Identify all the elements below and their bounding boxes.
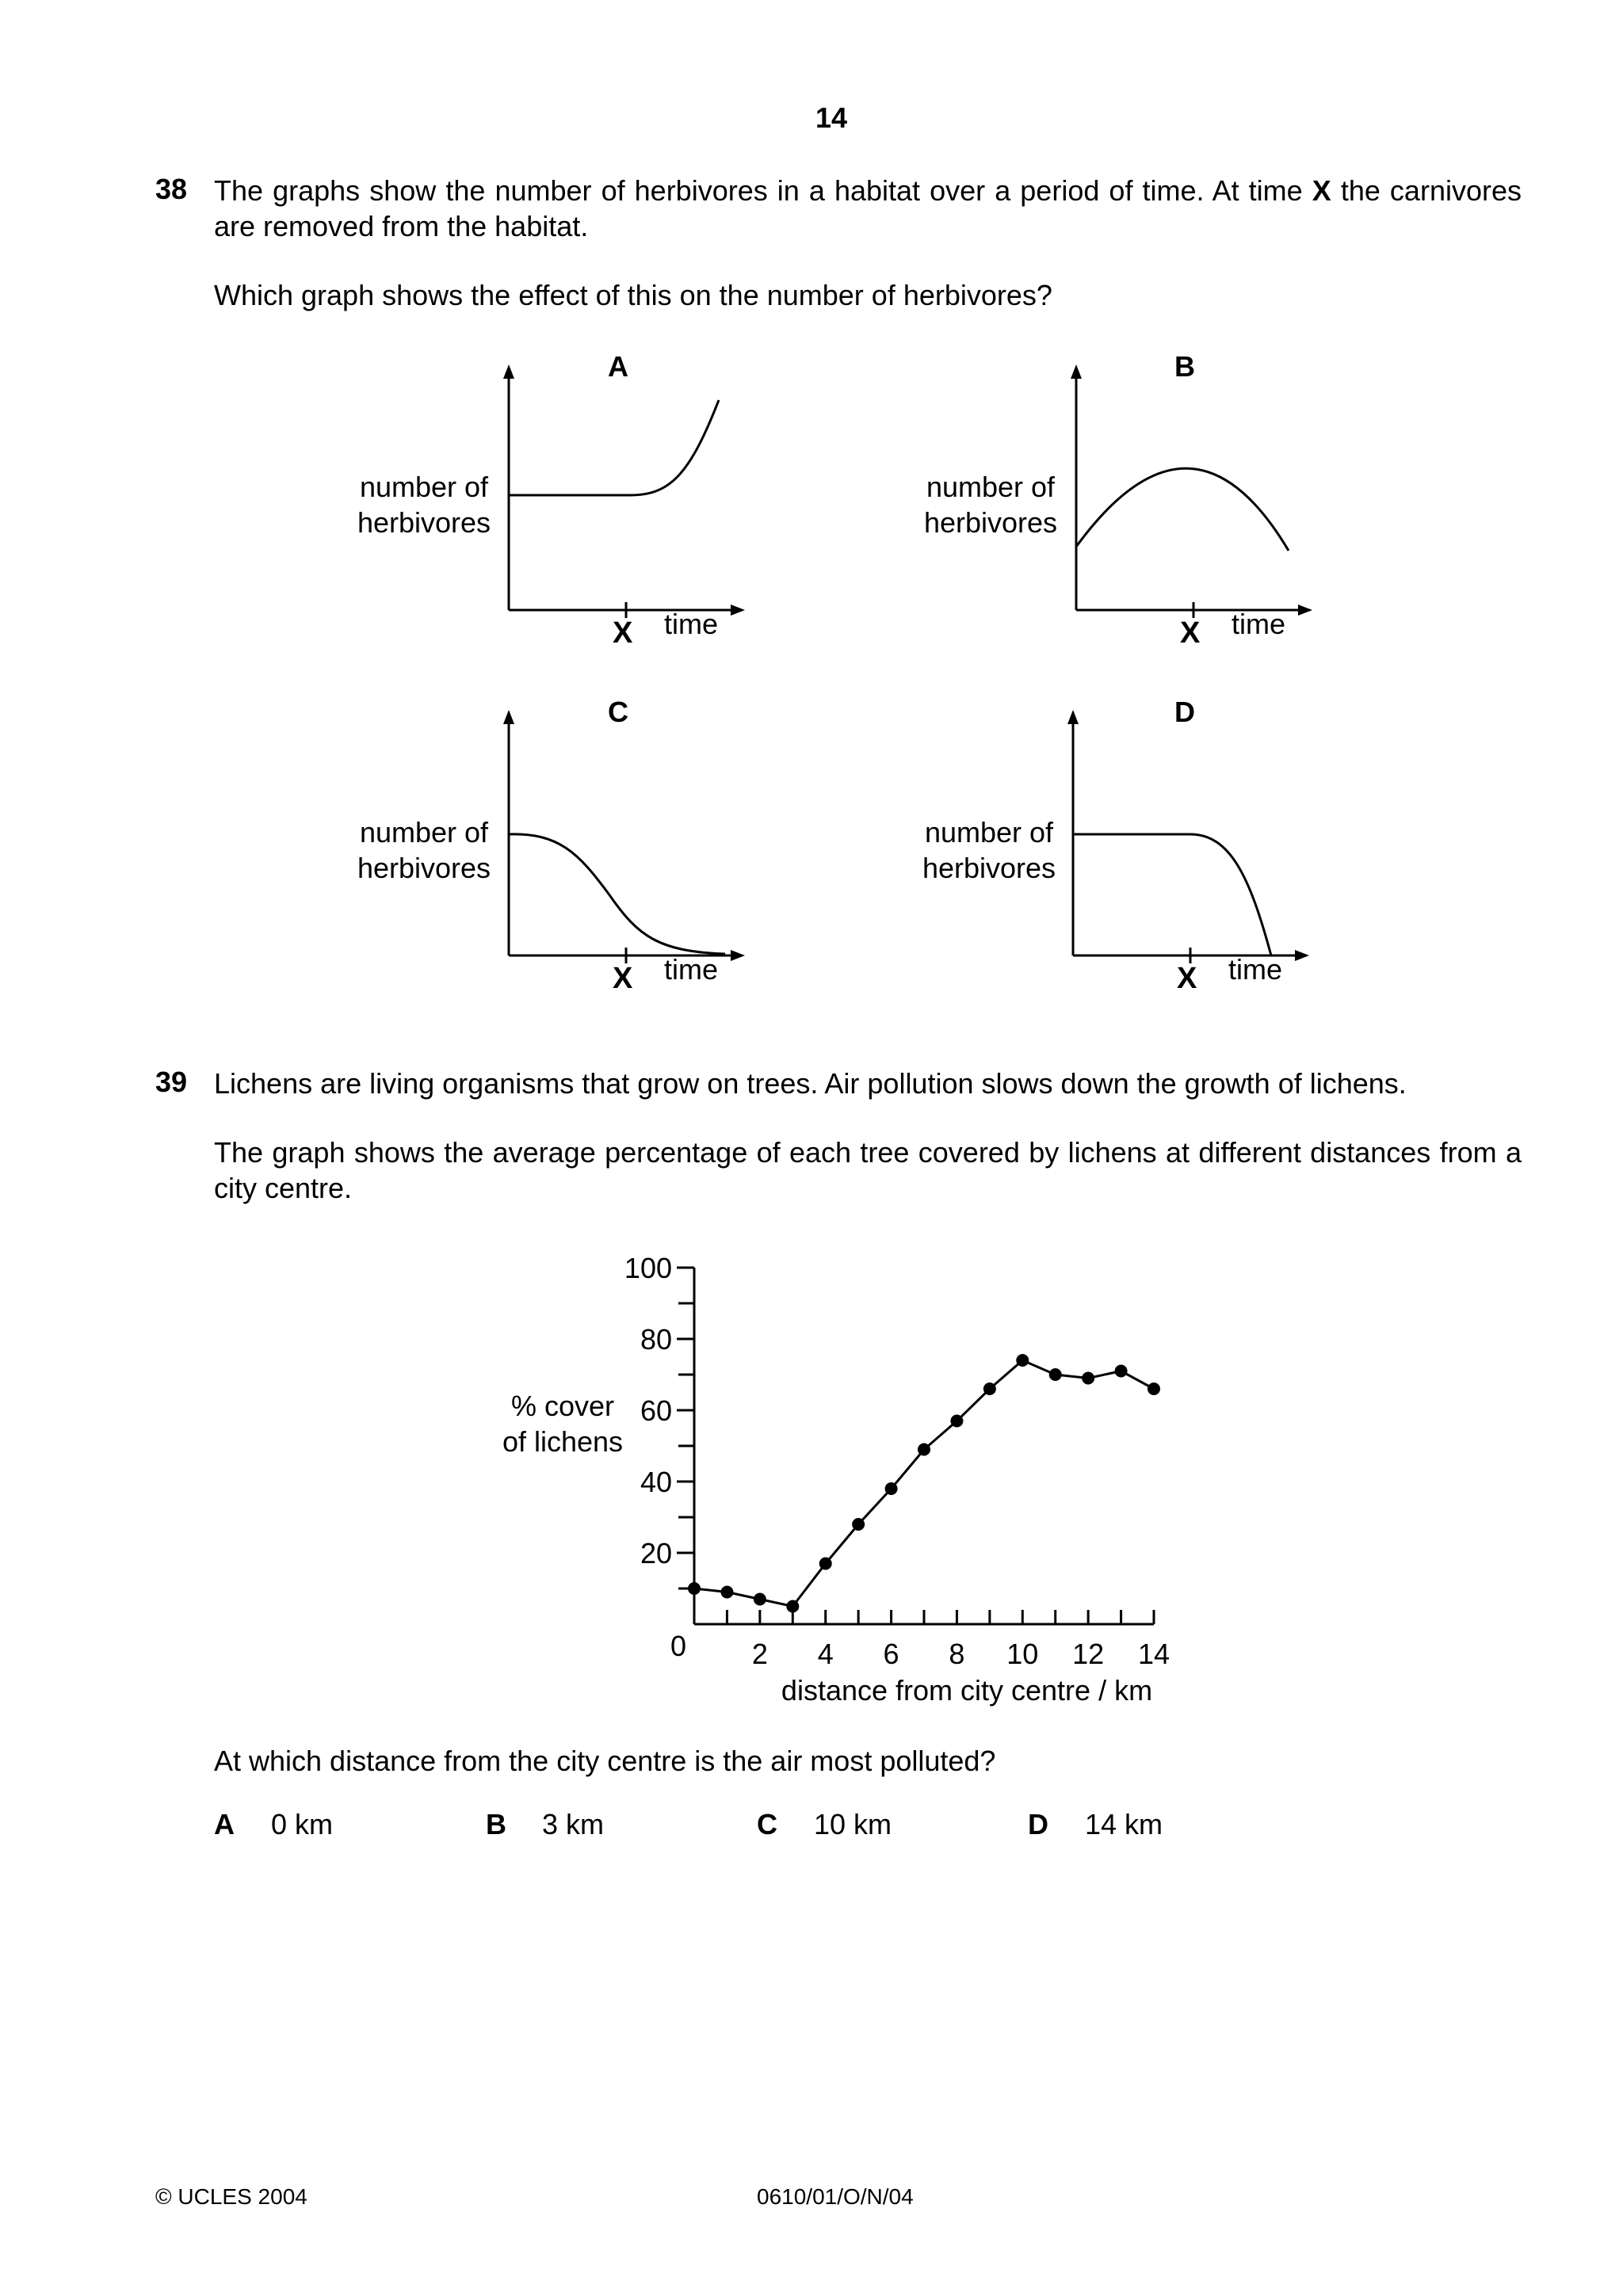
- chart-y-tick-label-100: 100: [624, 1252, 672, 1284]
- option-d-text: 14 km: [1085, 1808, 1163, 1840]
- chart-ylabel-line2: of lichens: [502, 1425, 624, 1458]
- graph-c-ylabel-line1: number of: [359, 816, 489, 849]
- graph-b-ylabel-line1: number of: [926, 471, 1056, 503]
- chart-x-tick-label-4: 4: [817, 1638, 834, 1670]
- chart-x-tick-label-10: 10: [1006, 1638, 1039, 1670]
- chart-point-8km: [950, 1415, 963, 1428]
- graph-a-letter: A: [608, 350, 628, 383]
- graph-d-xmark: X: [1177, 962, 1197, 995]
- chart-point-1km: [720, 1586, 733, 1599]
- chart-point-0km: [688, 1582, 701, 1595]
- option-a-letter: A: [214, 1808, 235, 1840]
- chart-point-11km: [1049, 1368, 1062, 1381]
- question-39-prompt: At which distance from the city centre is the air most polluted?: [214, 1745, 996, 1777]
- chart-y-tick-label-60: 60: [640, 1394, 672, 1427]
- chart-point-3km: [786, 1600, 799, 1613]
- graph-a-ylabel-line2: herbivores: [357, 506, 491, 539]
- graph-a-ylabel-line1: number of: [359, 471, 489, 503]
- chart-point-9km: [983, 1383, 996, 1395]
- chart-ylabel-line1: % cover: [510, 1390, 615, 1422]
- chart-point-10km: [1016, 1354, 1029, 1367]
- footer-code: 0610/01/O/N/04: [757, 2184, 914, 2209]
- question-38-text-part2: the carnivores are removed from the habitat.: [214, 174, 1522, 242]
- chart-y-tick-label-80: 80: [640, 1323, 672, 1356]
- graph-d-xlabel: time: [1228, 953, 1283, 986]
- question-38-text-bold: X: [1312, 174, 1331, 207]
- chart-series-line: [694, 1360, 1154, 1607]
- graph-b-letter: B: [1174, 350, 1195, 383]
- chart-point-4km: [819, 1558, 832, 1570]
- graph-c-ylabel-line2: herbivores: [357, 852, 491, 884]
- chart-points: [688, 1354, 1160, 1613]
- chart-point-14km: [1148, 1383, 1160, 1395]
- option-a-text: 0 km: [271, 1808, 334, 1840]
- chart-x-tick-label-6: 6: [883, 1638, 899, 1670]
- option-c-letter: C: [757, 1808, 777, 1840]
- chart-point-5km: [852, 1518, 865, 1531]
- page-number: 14: [815, 101, 848, 134]
- question-38-number: 38: [155, 173, 188, 205]
- question-39-description: The graph shows the average percentage of each tree covered by lichens at different distances from a city centre.: [214, 1136, 1522, 1204]
- chart-point-12km: [1082, 1372, 1094, 1385]
- option-c-text: 10 km: [814, 1808, 892, 1840]
- chart-xlabel: distance from city centre / km: [781, 1674, 1153, 1707]
- chart-point-6km: [885, 1482, 898, 1495]
- chart-ticks: [677, 1268, 1154, 1624]
- chart-y-tick-label-40: 40: [640, 1466, 672, 1498]
- graph-d-letter: D: [1174, 696, 1195, 728]
- chart-origin-label: 0: [670, 1630, 687, 1662]
- question-39-intro: Lichens are living organisms that grow on trees. Air pollution slows down the growth of lichens.: [214, 1067, 1407, 1100]
- chart-x-tick-label-12: 12: [1072, 1638, 1105, 1670]
- graph-a-xmark: X: [613, 616, 633, 650]
- graph-c-xmark: X: [613, 962, 633, 995]
- graph-b-ylabel-line2: herbivores: [923, 506, 1058, 539]
- chart-y-tick-label-20: 20: [640, 1537, 672, 1569]
- graph-c-letter: C: [608, 696, 628, 728]
- chart-x-tick-label-14: 14: [1137, 1638, 1170, 1670]
- chart-x-tick-label-2: 2: [751, 1638, 768, 1670]
- option-b-letter: B: [486, 1808, 506, 1840]
- chart-tick-labels: [624, 1252, 1170, 1670]
- question-39-number: 39: [155, 1066, 188, 1098]
- question-38-prompt: Which graph shows the effect of this on the number of herbivores?: [214, 279, 1052, 311]
- graph-a-xlabel: time: [664, 608, 719, 640]
- graph-d-ylabel-line1: number of: [924, 816, 1054, 849]
- question-38-text-part1: The graphs show the number of herbivores in a habitat over a period of time. At time: [214, 174, 1312, 207]
- chart-point-13km: [1115, 1365, 1128, 1378]
- chart-point-7km: [918, 1444, 930, 1456]
- graph-d-ylabel-line2: herbivores: [922, 852, 1056, 884]
- graph-b-xmark: X: [1180, 616, 1201, 650]
- chart-point-2km: [754, 1593, 766, 1606]
- option-d-letter: D: [1028, 1808, 1048, 1840]
- graph-c-xlabel: time: [664, 953, 719, 986]
- graph-b-xlabel: time: [1232, 608, 1286, 640]
- footer-copyright: © UCLES 2004: [155, 2184, 307, 2209]
- chart-x-tick-label-8: 8: [949, 1638, 965, 1670]
- option-b-text: 3 km: [542, 1808, 605, 1840]
